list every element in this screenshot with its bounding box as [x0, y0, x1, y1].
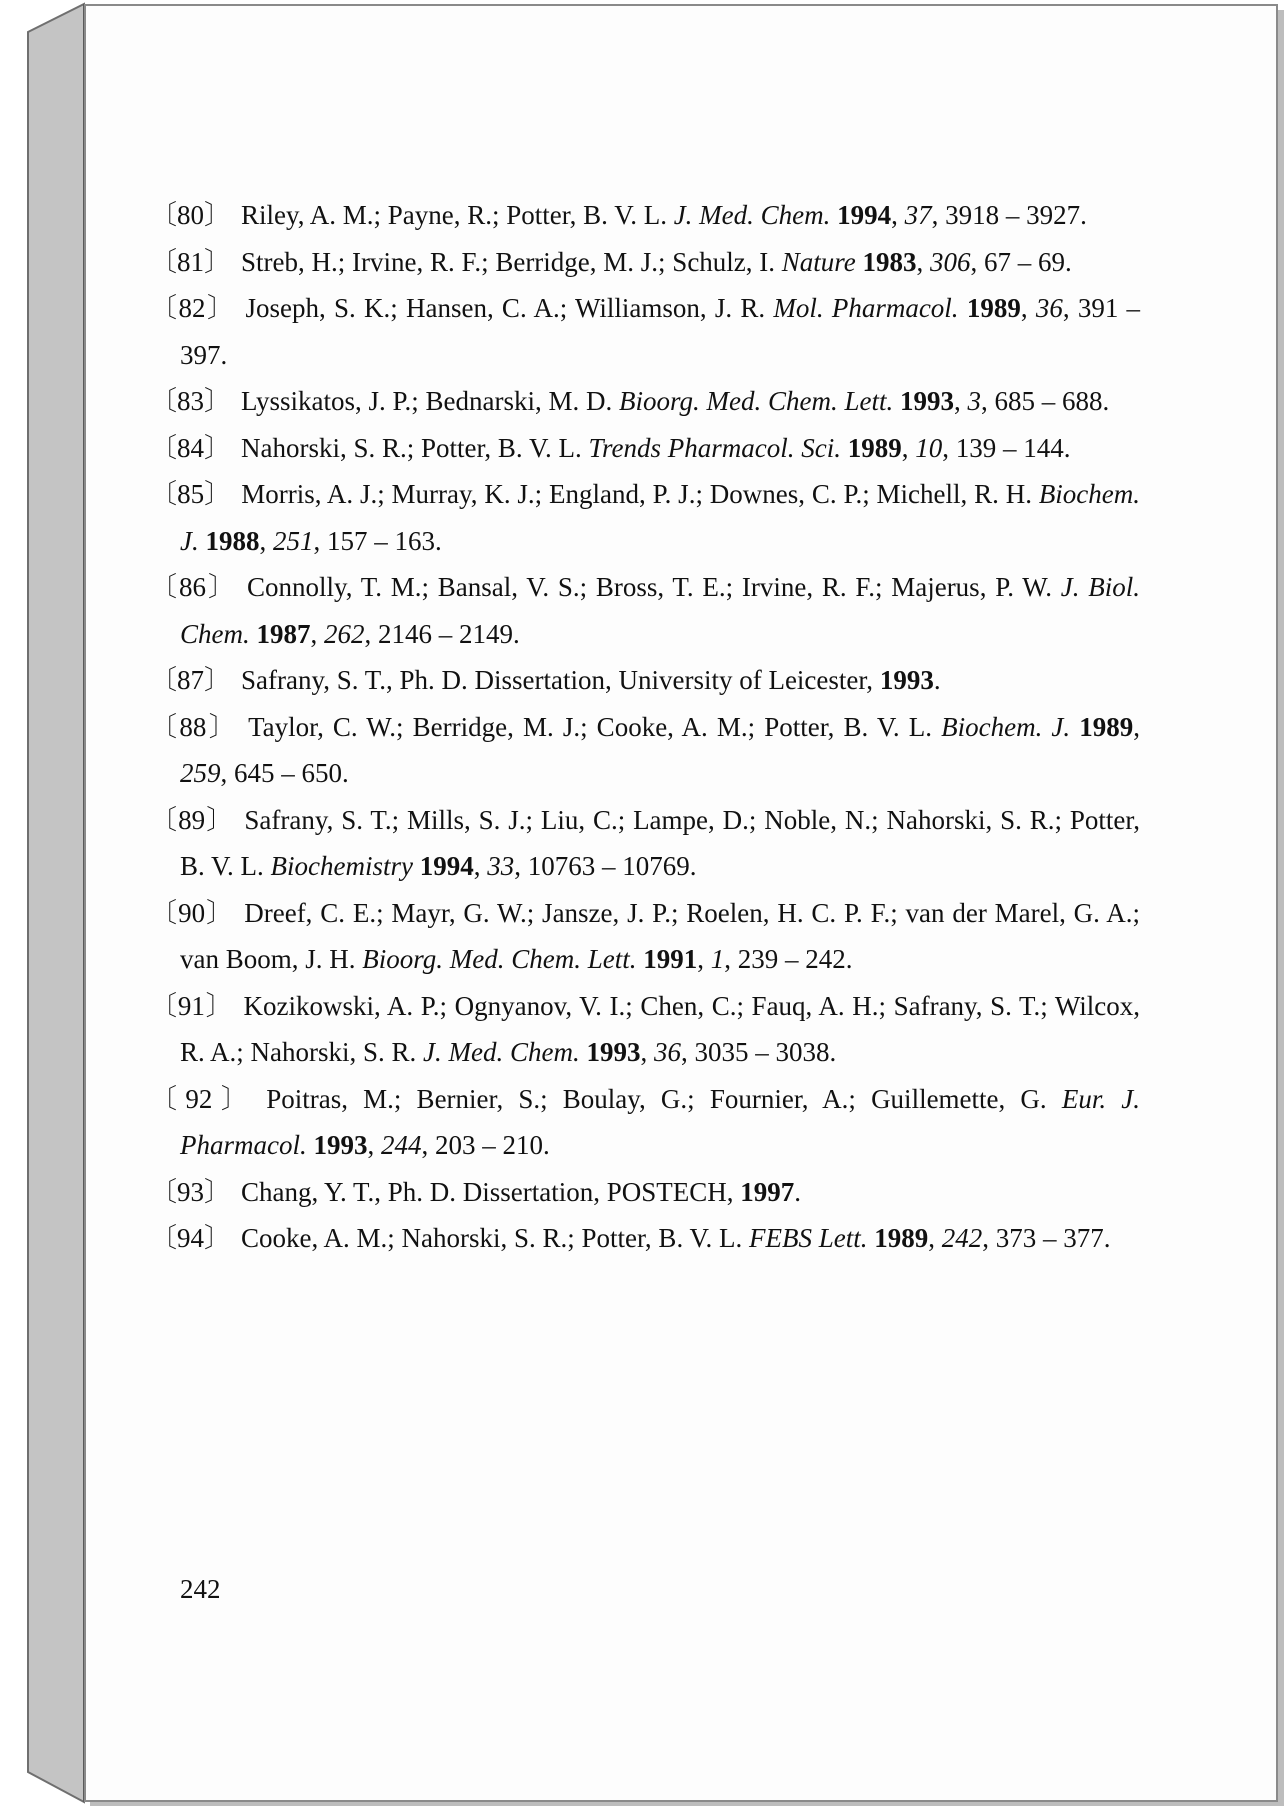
reference-authors: Dreef, C. E.; Mayr, G. W.; Jansze, J. P.; Roelen, H. C. P. F.; van der Marel, G. A.; van Boom, J. H. — [180, 897, 1141, 974]
reference-year: 1987 — [256, 618, 311, 649]
reference-journal: J. Biol. Chem. — [180, 572, 1141, 649]
reference-journal: Biochemistry — [270, 851, 414, 881]
reference-volume: 37 — [904, 200, 932, 230]
reference-number: 〔81〕 — [150, 246, 231, 277]
reference-year: 1993 — [879, 665, 934, 695]
reference-journal: FEBS Lett. — [748, 1223, 868, 1253]
reference-pages: 685 – 688. — [994, 386, 1110, 416]
reference-year: 1994 — [419, 851, 474, 881]
reference-number: 〔90〕 — [150, 897, 235, 928]
reference-pages: 373 – 377. — [995, 1223, 1111, 1253]
reference-pages: 157 – 163. — [326, 525, 442, 556]
reference-pages: 139 – 144. — [955, 432, 1071, 463]
reference-authors: Kozikowski, A. P.; Ognyanov, V. I.; Chen, C.; Fauq, A. H.; Safrany, S. T.; Wilcox, R. A.; Nahorski, S. R. — [180, 990, 1141, 1067]
reference-item: 〔82〕 Joseph, S. K.; Hansen, C. A.; Williamson, J. R. Mol. Pharmacol. 1989, 36, 391 – 397. — [150, 293, 1141, 370]
reference-journal: Bioorg. Med. Chem. Lett. — [362, 944, 637, 974]
reference-authors: Cooke, A. M.; Nahorski, S. R.; Potter, B. V. L. — [241, 1223, 743, 1253]
reference-year: 1993 — [586, 1037, 641, 1067]
reference-authors: Lyssikatos, J. P.; Bednarski, M. D. — [241, 386, 613, 416]
reference-journal: Biochem. J. — [941, 711, 1071, 742]
reference-text: Safrany, S. T., Ph. D. Dissertation, University of Leicester, — [241, 665, 874, 695]
reference-item: 〔91〕 Kozikowski, A. P.; Ognyanov, V. I.; Chen, C.; Fauq, A. H.; Safrany, S. T.; Wilcox, R. A.; Nahorski, S. R. J. Med. Chem. 1993, 36, 3035 – 3038. — [150, 990, 1141, 1067]
reference-item: 〔90〕 Dreef, C. E.; Mayr, G. W.; Jansze, J. P.; Roelen, H. C. P. F.; van der Marel, G. A.; van Boom, J. H. Bioorg. Med. Chem. Lett. 1991, 1, 239 – 242. — [150, 897, 1141, 974]
reference-volume: 3 — [967, 386, 981, 416]
reference-number: 〔92〕 — [150, 1083, 257, 1114]
reference-authors: Streb, H.; Irvine, R. F.; Berridge, M. J.; Schulz, I. — [241, 246, 776, 277]
reference-number: 〔80〕 — [150, 200, 231, 230]
reference-item: 〔89〕 Safrany, S. T.; Mills, S. J.; Liu, C.; Lampe, D.; Noble, N.; Nahorski, S. R.; Potter, B. V. L. Biochemistry 1994, 33, 10763 – 10769. — [150, 804, 1141, 881]
reference-year: 1989 — [1079, 711, 1134, 742]
reference-list — [150, 192, 1140, 1262]
reference-item: 〔84〕 Nahorski, S. R.; Potter, B. V. L. Trends Pharmacol. Sci. 1989, 10, 139 – 144. — [150, 432, 1071, 463]
reference-year: 1993 — [900, 386, 954, 416]
reference-journal: Nature — [781, 246, 856, 277]
reference-number: 〔91〕 — [150, 990, 234, 1021]
reference-year: 1997 — [740, 1176, 795, 1207]
reference-text: Chang, Y. T., Ph. D. Dissertation, POSTECH, — [241, 1176, 734, 1207]
reference-item: 〔86〕 Connolly, T. M.; Bansal, V. S.; Bross, T. E.; Irvine, R. F.; Majerus, P. W. J. Biol. Chem. 1987, 262, 2146 – 2149. — [150, 572, 1141, 649]
reference-year: 1991 — [643, 944, 698, 974]
reference-number: 〔89〕 — [150, 804, 235, 835]
reference-volume: 10 — [915, 432, 943, 463]
reference-volume: 33 — [487, 851, 515, 881]
reference-number: 〔87〕 — [150, 665, 231, 695]
reference-number: 〔88〕 — [150, 711, 239, 742]
reference-year: 1983 — [862, 246, 917, 277]
reference-year: 1989 — [847, 432, 902, 463]
reference-number: 〔86〕 — [150, 572, 238, 602]
reference-item: 〔80〕 Riley, A. M.; Payne, R.; Potter, B. V. L. J. Med. Chem. 1994, 37, 3918 – 3927. — [150, 200, 1087, 230]
reference-volume: 242 — [941, 1223, 983, 1253]
page-number: 242 — [180, 1574, 221, 1604]
reference-number: 〔83〕 — [150, 386, 231, 416]
reference-journal: Eur. J. Pharmacol. — [180, 1083, 1141, 1160]
reference-year: 1988 — [205, 525, 260, 556]
reference-number: 〔93〕 — [150, 1176, 231, 1207]
reference-journal: Trends Pharmacol. Sci. — [588, 432, 841, 463]
reference-authors: Nahorski, S. R.; Potter, B. V. L. — [241, 432, 582, 463]
reference-year: 1989 — [966, 293, 1021, 323]
reference-volume: 262 — [324, 618, 365, 649]
reference-item — [150, 1169, 1140, 1216]
reference-journal: Biochem. J. — [180, 479, 1141, 556]
reference-pages: 3918 – 3927. — [945, 200, 1087, 230]
reference-volume: 251 — [272, 525, 314, 556]
reference-end: . — [933, 665, 941, 695]
reference-year: 1989 — [874, 1223, 929, 1253]
reference-journal: J. Med. Chem. — [673, 200, 831, 230]
reference-item — [150, 657, 1140, 704]
reference-volume: 36 — [1035, 293, 1063, 323]
reference-item: 〔88〕 Taylor, C. W.; Berridge, M. J.; Cooke, A. M.; Potter, B. V. L. Biochem. J. 1989, 259, 645 – 650. — [150, 711, 1141, 788]
reference-journal: Mol. Pharmacol. — [773, 293, 959, 323]
reference-authors: Joseph, S. K.; Hansen, C. A.; Williamson, J. R. — [245, 293, 766, 323]
reference-item: 〔94〕 Cooke, A. M.; Nahorski, S. R.; Potter, B. V. L. FEBS Lett. 1989, 242, 373 – 377. — [150, 1223, 1111, 1253]
reference-item: 〔92〕 Poitras, M.; Bernier, S.; Boulay, G.; Fournier, A.; Guillemette, G. Eur. J. Pharmacol. 1993, 244, 203 – 210. — [150, 1083, 1141, 1160]
reference-authors: Poitras, M.; Bernier, S.; Boulay, G.; Fournier, A.; Guillemette, G. — [266, 1083, 1047, 1114]
reference-pages: 203 – 210. — [434, 1130, 550, 1160]
reference-volume: 306 — [930, 246, 971, 277]
reference-number: 〔84〕 — [150, 432, 231, 463]
reference-pages: 645 – 650. — [234, 758, 349, 788]
reference-authors: Connolly, T. M.; Bansal, V. S.; Bross, T. E.; Irvine, R. F.; Majerus, P. W. — [247, 572, 1052, 602]
reference-volume: 259 — [180, 758, 221, 788]
reference-journal: J. Med. Chem. — [423, 1037, 580, 1067]
reference-pages: 67 – 69. — [984, 246, 1072, 277]
reference-pages: 239 – 242. — [737, 944, 853, 974]
reference-item: 〔83〕 Lyssikatos, J. P.; Bednarski, M. D. Bioorg. Med. Chem. Lett. 1993, 3, 685 – 688. — [150, 386, 1110, 416]
reference-journal: Bioorg. Med. Chem. Lett. — [619, 386, 894, 416]
reference-authors: Morris, A. J.; Murray, K. J.; England, P. J.; Downes, C. P.; Michell, R. H. — [241, 479, 1032, 509]
reference-pages: 391 – 397. — [180, 293, 1141, 370]
reference-number: 〔82〕 — [150, 293, 236, 323]
reference-pages: 10763 – 10769. — [527, 851, 697, 881]
reference-end: . — [794, 1176, 802, 1207]
reference-year: 1993 — [313, 1130, 368, 1160]
reference-volume: 1 — [710, 944, 725, 974]
reference-volume: 244 — [380, 1130, 422, 1160]
reference-number: 〔94〕 — [150, 1223, 231, 1253]
reference-item: 〔85〕 Morris, A. J.; Murray, K. J.; England, P. J.; Downes, C. P.; Michell, R. H. Biochem. J. 1988, 251, 157 – 163. — [150, 479, 1141, 556]
reference-pages: 3035 – 3038. — [694, 1037, 837, 1067]
reference-pages: 2146 – 2149. — [378, 618, 520, 649]
reference-authors: Riley, A. M.; Payne, R.; Potter, B. V. L. — [241, 200, 667, 230]
book-spine — [28, 4, 84, 1802]
reference-number: 〔85〕 — [150, 479, 232, 509]
reference-authors: Taylor, C. W.; Berridge, M. J.; Cooke, A. M.; Potter, B. V. L. — [248, 711, 932, 742]
reference-volume: 36 — [653, 1037, 681, 1067]
reference-item: 〔81〕 Streb, H.; Irvine, R. F.; Berridge, M. J.; Schulz, I. Nature 1983, 306, 67 – 69. — [150, 246, 1072, 277]
reference-authors: Safrany, S. T.; Mills, S. J.; Liu, C.; Lampe, D.; Noble, N.; Nahorski, S. R.; Potter, B. V. L. — [180, 804, 1141, 881]
reference-year: 1994 — [837, 200, 892, 230]
